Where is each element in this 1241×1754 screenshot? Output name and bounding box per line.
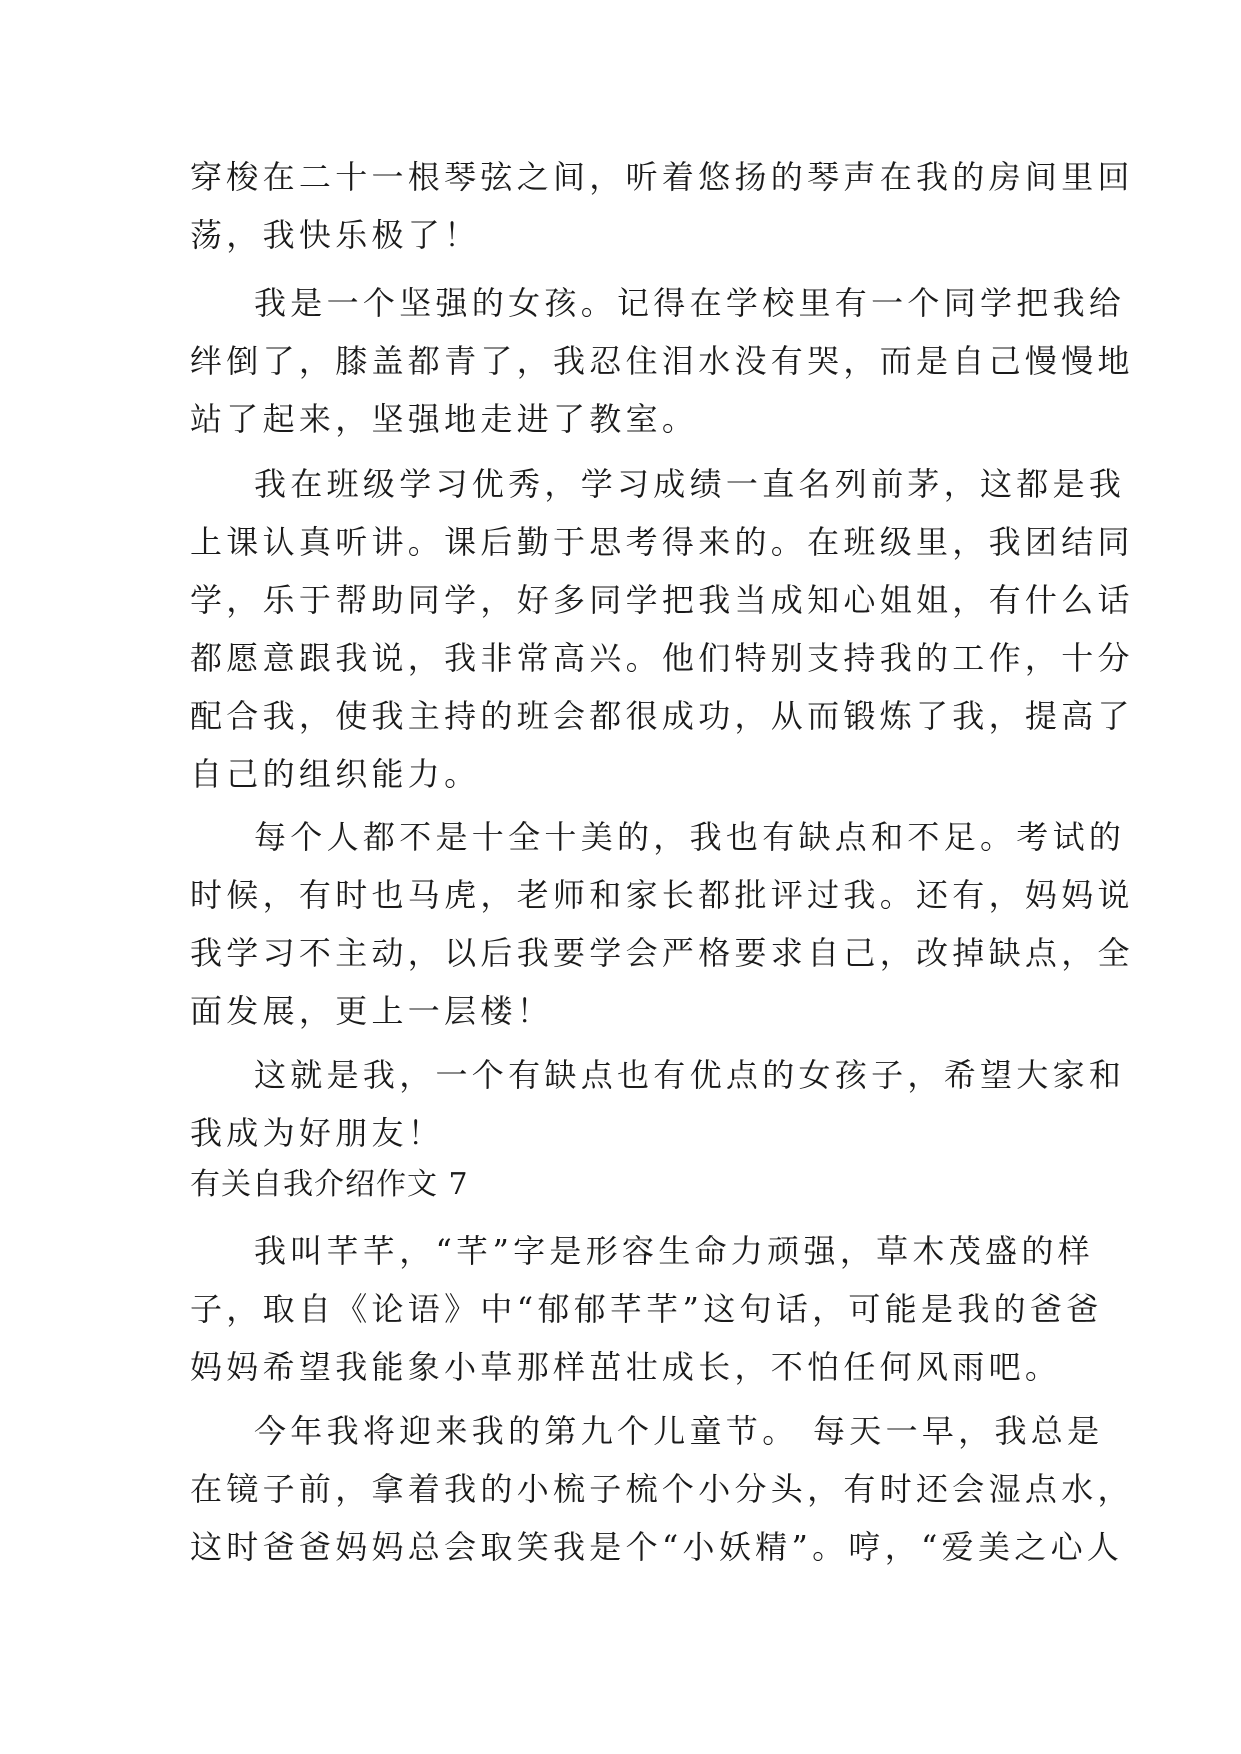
paragraph-5 xyxy=(190,1046,1126,1162)
paragraph-7 xyxy=(190,1402,1134,1576)
paragraph-line: 都愿意跟我说，我非常高兴。他们特别支持我的工作，十分 xyxy=(190,639,1134,677)
paragraph-3 xyxy=(190,455,1134,803)
paragraph-line: 每个人都不是十全十美的，我也有缺点和不足。考试的 xyxy=(254,818,1126,856)
paragraph-line: 今年我将迎来我的第九个儿童节。 每天一早，我总是 xyxy=(254,1412,1104,1450)
paragraph-line: 我是一个坚强的女孩。记得在学校里有一个同学把我给 xyxy=(254,284,1126,322)
paragraph-line: 妈妈希望我能象小草那样茁壮成长，不怕任何风雨吧。 xyxy=(190,1348,1062,1386)
paragraph-6 xyxy=(190,1222,1103,1396)
paragraph-line: 这就是我，一个有缺点也有优点的女孩子，希望大家和 xyxy=(254,1056,1126,1094)
paragraph-line: 面发展，更上一层楼！ xyxy=(190,992,554,1030)
paragraph-line: 在镜子前，拿着我的小梳子梳个小分头，有时还会湿点水， xyxy=(190,1470,1134,1508)
paragraph-line: 子，取自《论语》中“郁郁芊芊”这句话，可能是我的爸爸 xyxy=(190,1290,1103,1328)
paragraph-line: 自己的组织能力。 xyxy=(190,755,481,793)
paragraph-line: 时候，有时也马虎，老师和家长都批评过我。还有，妈妈说 xyxy=(190,876,1134,914)
paragraph-line: 穿梭在二十一根琴弦之间，听着悠扬的琴声在我的房间里回 xyxy=(190,158,1134,196)
paragraph-line: 站了起来，坚强地走进了教室。 xyxy=(190,400,699,438)
paragraph-line: 绊倒了，膝盖都青了，我忍住泪水没有哭，而是自己慢慢地 xyxy=(190,342,1134,380)
paragraph-line: 我学习不主动，以后我要学会严格要求自己，改掉缺点，全 xyxy=(190,934,1134,972)
paragraph-line: 荡，我快乐极了！ xyxy=(190,216,481,254)
paragraph-line: 我叫芊芊，“芊”字是形容生命力顽强，草木茂盛的样 xyxy=(254,1232,1094,1270)
paragraph-line: 这时爸爸妈妈总会取笑我是个“小妖精”。哼，“爱美之心人 xyxy=(190,1528,1124,1566)
paragraph-line: 我成为好朋友！ xyxy=(190,1114,445,1152)
paragraph-line: 我在班级学习优秀，学习成绩一直名列前茅，这都是我 xyxy=(254,465,1126,503)
paragraph-line: 配合我，使我主持的班会都很成功，从而锻炼了我，提高了 xyxy=(190,697,1134,735)
paragraph-line: 学，乐于帮助同学，好多同学把我当成知心姐姐，有什么话 xyxy=(190,581,1134,619)
paragraph-4 xyxy=(190,808,1134,1040)
paragraph-line: 上课认真听讲。课后勤于思考得来的。在班级里，我团结同 xyxy=(190,523,1134,561)
section-heading: 有关自我介绍作文 7 xyxy=(190,1167,469,1202)
paragraph-1 xyxy=(190,148,1134,264)
paragraph-2 xyxy=(190,274,1134,448)
